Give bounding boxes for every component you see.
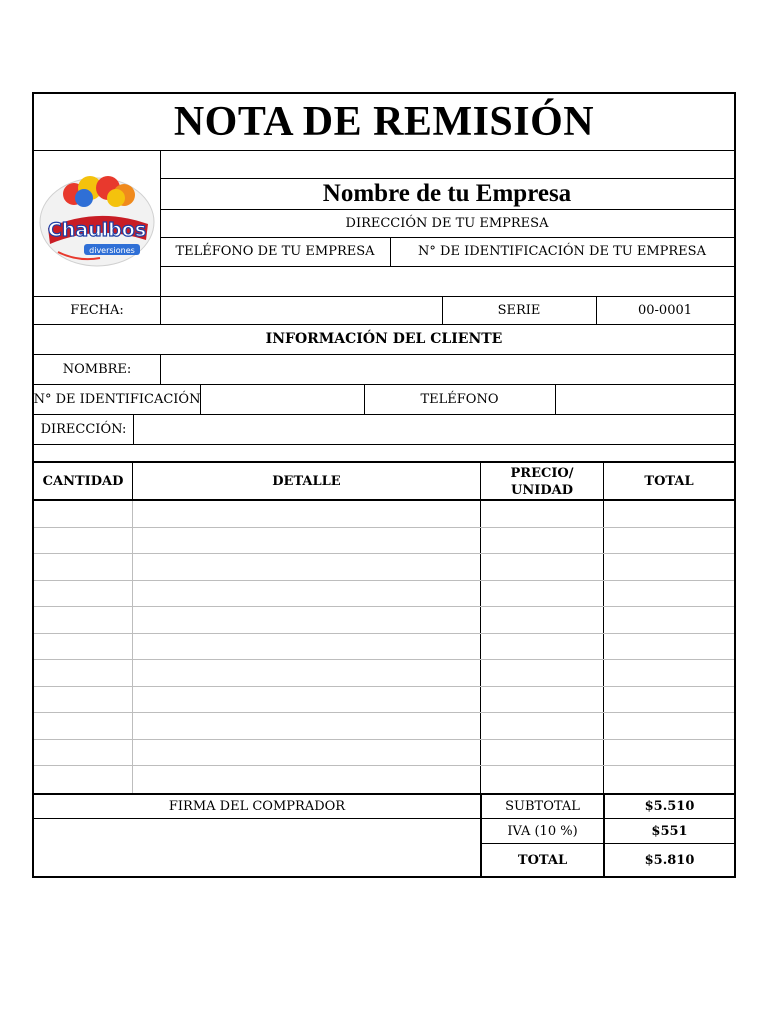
total-label: TOTAL (517, 852, 568, 868)
cell-total[interactable] (604, 581, 740, 607)
svg-text:Chaulbos: Chaulbos (47, 219, 147, 241)
table-row (34, 528, 734, 554)
direccion-label: DIRECCIÓN: (40, 421, 127, 437)
cell-total[interactable] (604, 687, 740, 713)
cell-cantidad[interactable] (34, 687, 138, 713)
cell-total[interactable] (604, 660, 740, 687)
cell-precio[interactable] (481, 634, 609, 660)
cell-cantidad[interactable] (34, 766, 138, 793)
total-value: $5.810 (644, 852, 695, 868)
fecha-field[interactable] (161, 296, 448, 324)
cell-total[interactable] (604, 607, 740, 634)
cell-cantidad[interactable] (34, 528, 138, 554)
serie-label: SERIE (497, 302, 541, 318)
items-table-body (34, 501, 734, 793)
table-row (34, 634, 734, 660)
cell-detalle[interactable] (133, 634, 486, 660)
header-detalle: DETALLE (272, 474, 341, 489)
company-phone: TELÉFONO DE TU EMPRESA (175, 244, 375, 259)
fecha-label: FECHA: (70, 302, 124, 318)
table-row (34, 740, 734, 766)
client-id-field[interactable] (201, 384, 370, 414)
company-address: DIRECCIÓN DE TU EMPRESA (345, 215, 549, 231)
client-id-label: N° DE IDENTIFICACIÓN (33, 391, 201, 407)
cell-detalle[interactable] (133, 766, 486, 793)
cell-detalle[interactable] (133, 607, 486, 634)
header-precio-line1: PRECIO/ (510, 465, 574, 481)
iva-value: $551 (651, 823, 688, 839)
cell-total[interactable] (604, 554, 740, 581)
company-logo (38, 168, 156, 270)
divider (34, 444, 734, 445)
cell-total[interactable] (604, 528, 740, 554)
table-row (34, 501, 734, 528)
cell-detalle[interactable] (133, 713, 486, 740)
header-precio (481, 463, 603, 500)
firma-label: FIRMA DEL COMPRADOR (168, 799, 346, 814)
client-section-title: INFORMACIÓN DEL CLIENTE (265, 331, 503, 347)
table-row (34, 554, 734, 581)
cell-total[interactable] (604, 634, 740, 660)
iva-label: IVA (10 %) (507, 823, 578, 839)
cell-detalle[interactable] (133, 554, 486, 581)
cell-detalle[interactable] (133, 501, 486, 528)
cell-total[interactable] (604, 713, 740, 740)
table-row (34, 766, 734, 793)
cell-precio[interactable] (481, 581, 609, 607)
cell-precio[interactable] (481, 660, 609, 687)
cell-cantidad[interactable] (34, 607, 138, 634)
subtotal-value: $5.510 (644, 799, 695, 814)
cell-cantidad[interactable] (34, 740, 138, 766)
cell-detalle[interactable] (133, 581, 486, 607)
remision-sheet (32, 92, 736, 878)
cell-precio[interactable] (481, 501, 609, 528)
cell-precio[interactable] (481, 607, 609, 634)
header-cantidad: CANTIDAD (42, 474, 124, 489)
table-row (34, 687, 734, 713)
cell-precio[interactable] (481, 713, 609, 740)
company-name: Nombre de tu Empresa (322, 179, 572, 207)
subtotal-label: SUBTOTAL (505, 799, 580, 814)
cell-detalle[interactable] (133, 528, 486, 554)
cell-cantidad[interactable] (34, 554, 138, 581)
cell-precio[interactable] (481, 687, 609, 713)
divider (34, 150, 734, 151)
cell-cantidad[interactable] (34, 501, 138, 528)
cell-cantidad[interactable] (34, 660, 138, 687)
cell-total[interactable] (604, 501, 740, 528)
cell-detalle[interactable] (133, 687, 486, 713)
serie-value[interactable]: 00-0001 (637, 302, 693, 318)
nombre-field[interactable] (161, 354, 740, 384)
cell-precio[interactable] (481, 554, 609, 581)
cell-cantidad[interactable] (34, 581, 138, 607)
table-row (34, 581, 734, 607)
table-row (34, 607, 734, 634)
cell-cantidad[interactable] (34, 713, 138, 740)
direccion-field[interactable] (134, 414, 740, 444)
telefono-label: TELÉFONO (420, 391, 499, 407)
table-row (34, 713, 734, 740)
divider (160, 266, 734, 267)
document-title: NOTA DE REMISIÓN (173, 98, 595, 145)
cell-precio[interactable] (481, 740, 609, 766)
svg-text:diversiones: diversiones (89, 246, 135, 255)
cell-detalle[interactable] (133, 660, 486, 687)
cell-cantidad[interactable] (34, 634, 138, 660)
cell-precio[interactable] (481, 766, 609, 793)
cell-detalle[interactable] (133, 740, 486, 766)
telefono-field[interactable] (556, 384, 740, 414)
company-id: N° DE IDENTIFICACIÓN DE TU EMPRESA (418, 244, 706, 259)
header-precio-line2: UNIDAD (511, 482, 573, 498)
cell-total[interactable] (604, 766, 740, 793)
header-total: TOTAL (644, 474, 694, 489)
cell-precio[interactable] (481, 528, 609, 554)
nombre-label: NOMBRE: (62, 361, 132, 377)
table-row (34, 660, 734, 687)
cell-total[interactable] (604, 740, 740, 766)
firma-field[interactable] (34, 819, 480, 876)
